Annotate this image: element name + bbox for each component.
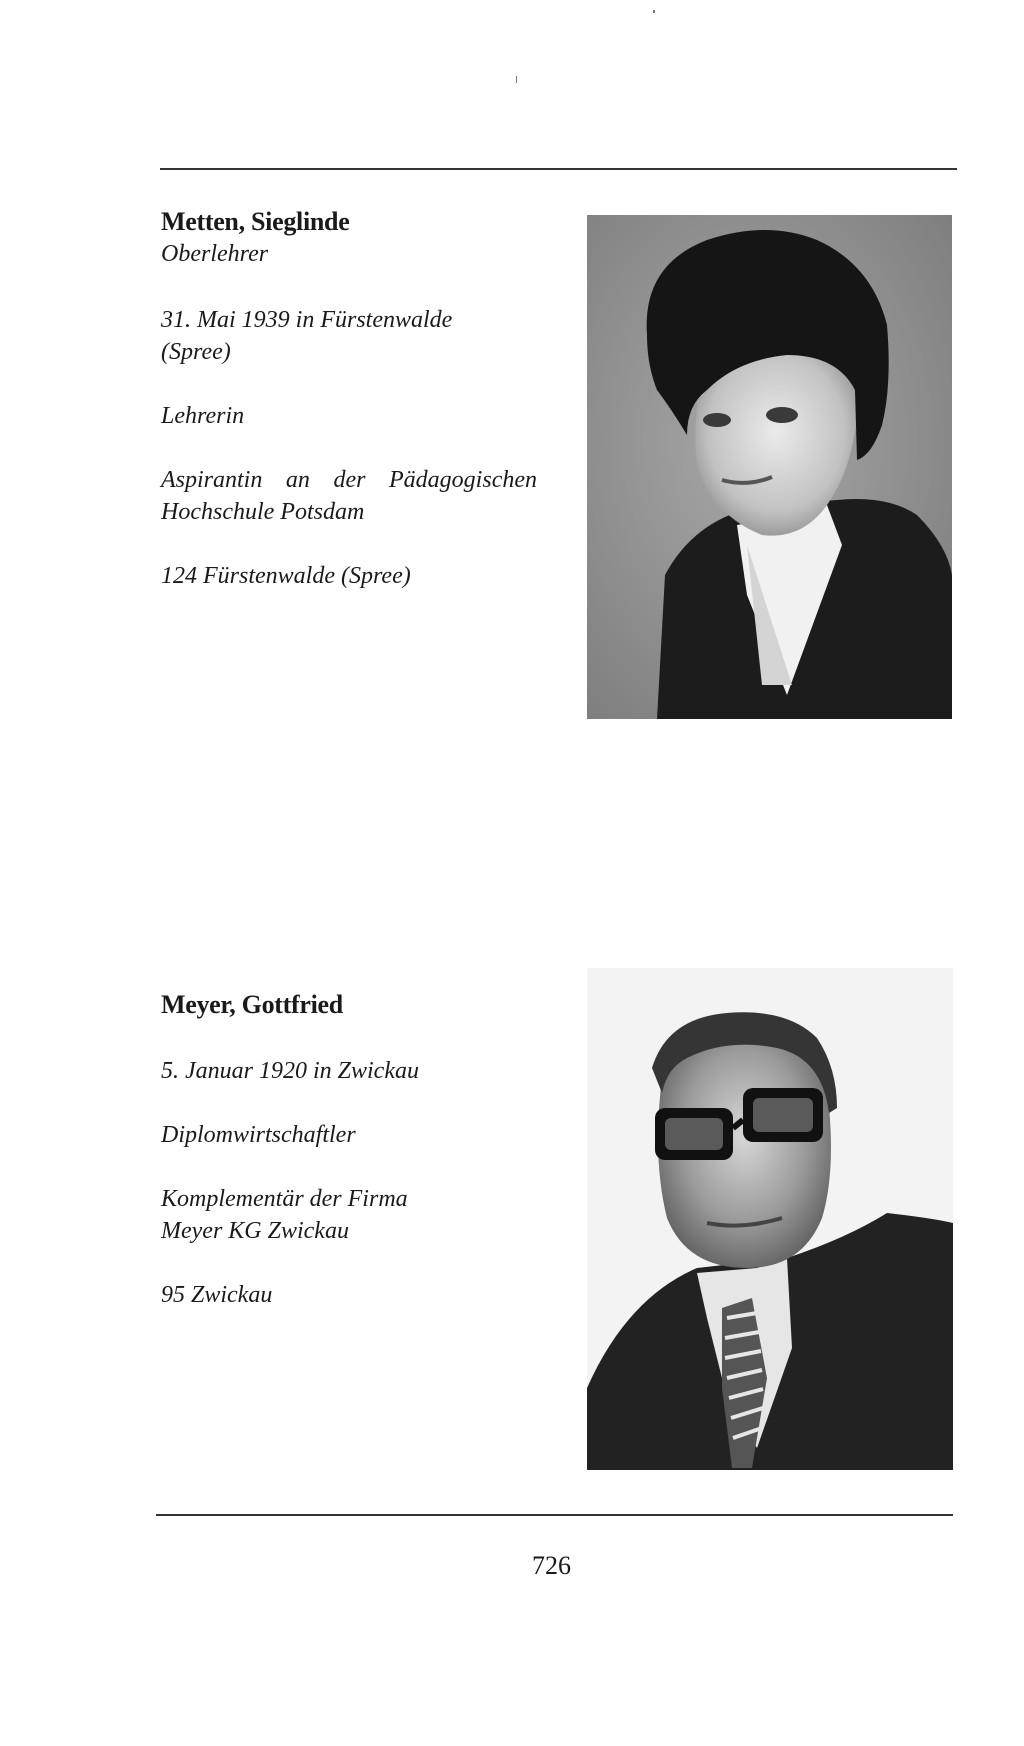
entry-position-continued: Hochschule Potsdam (161, 499, 365, 525)
entry-name: Metten, Sieglinde (161, 207, 350, 236)
entry-metten (161, 206, 561, 592)
entry-birth: 31. Mai 1939 in Fürstenwalde (161, 307, 453, 333)
scan-speck (516, 76, 517, 83)
entry-position: Komplementär der Firma (161, 1186, 408, 1212)
entry-name: Meyer, Gottfried (161, 990, 343, 1019)
entry-meyer (161, 989, 561, 1311)
entry-birth-continued: (Spree) (161, 339, 231, 365)
page-number: 726 (532, 1551, 571, 1580)
entry-address: 124 Fürstenwalde (Spree) (161, 563, 411, 589)
entry-address: 95 Zwickau (161, 1282, 273, 1308)
entry-profession: Lehrerin (161, 403, 245, 429)
portrait-photo-meyer (587, 968, 953, 1470)
entry-position-continued: Meyer KG Zwickau (161, 1218, 349, 1244)
scan-speck (653, 10, 655, 13)
portrait-photo-metten (587, 215, 952, 719)
top-rule (160, 168, 957, 170)
entry-title: Oberlehrer (161, 241, 269, 267)
entry-position: Aspirantin an der Pädagogischen (161, 467, 537, 493)
entry-birth: 5. Januar 1920 in Zwickau (161, 1058, 419, 1084)
bottom-rule (156, 1514, 953, 1516)
entry-profession: Diplomwirtschaftler (161, 1122, 356, 1148)
